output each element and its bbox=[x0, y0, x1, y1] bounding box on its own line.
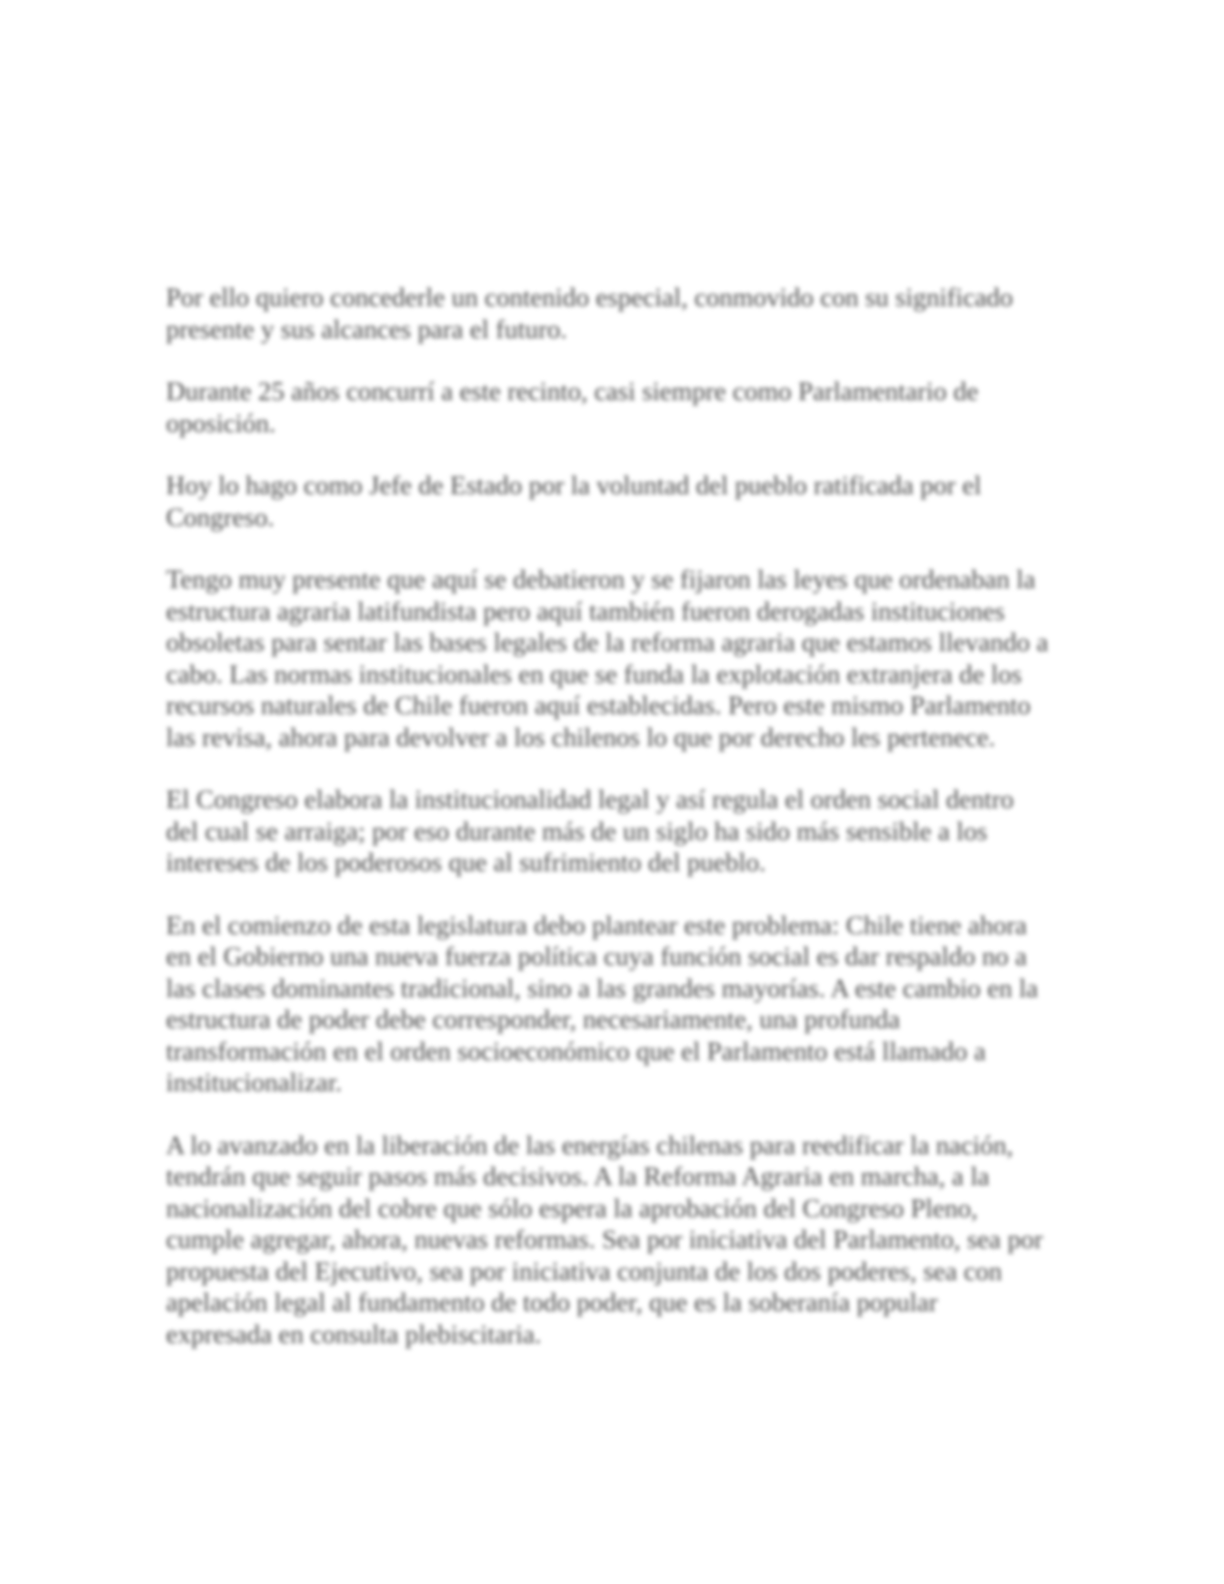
document-body bbox=[166, 282, 1050, 1381]
paragraph: Tengo muy presente que aquí se debatieron y se fijaron las leyes que ordenaban la estructura agraria latifundista pero aquí también fueron derogadas instituciones obsoletas para sentar las bases legales de la reforma agraria que estamos llevando a cabo. Las normas institucionales en que se funda la explotación extranjera de los recursos naturales de Chile fueron aquí establecidas. Pero este mismo Parlamento las revisa, ahora para devolver a los chilenos lo que por derecho les pertenece. bbox=[166, 564, 1049, 752]
paragraph: Por ello quiero concederle un contenido especial, conmovido con su significado presente y sus alcances para el futuro. bbox=[166, 282, 1014, 344]
paragraph: Hoy lo hago como Jefe de Estado por la voluntad del pueblo ratificada por el Congreso. bbox=[166, 470, 982, 532]
paragraph: El Congreso elabora la institucionalidad legal y así regula el orden social dentro del cual se arraiga; por eso durante más de un siglo ha sido más sensible a los intereses de los poderosos que al sufrimiento del pueblo. bbox=[166, 784, 1014, 877]
paragraph: Durante 25 años concurrí a este recinto, casi siempre como Parlamentario de oposición. bbox=[166, 376, 979, 438]
paragraph: A lo avanzado en la liberación de las energías chilenas para reedificar la nación, tendrán que seguir pasos más decisivos. A la Reforma Agraria en marcha, a la nacionalización del cobre que sólo espera la aprobación del Congreso Pleno, cumple agregar, ahora, nuevas reformas. Sea por iniciativa del Parlamento, sea por propuesta del Ejecutivo, sea por iniciativa conjunta de los dos poderes, sea con apelación legal al fundamento de todo poder, que es la soberanía popular expresada en consulta plebiscitaria. bbox=[166, 1129, 1043, 1349]
paragraph: En el comienzo de esta legislatura debo plantear este problema: Chile tiene ahora en el Gobierno una nueva fuerza política cuya función social es dar respaldo no a las clases dominantes tradicional, sino a las grandes mayorías. A este cambio en la estructura de poder debe corresponder, necesariamente, una profunda transformación en el orden socioeconómico que el Parlamento está llamado a institucionalizar. bbox=[166, 909, 1039, 1097]
